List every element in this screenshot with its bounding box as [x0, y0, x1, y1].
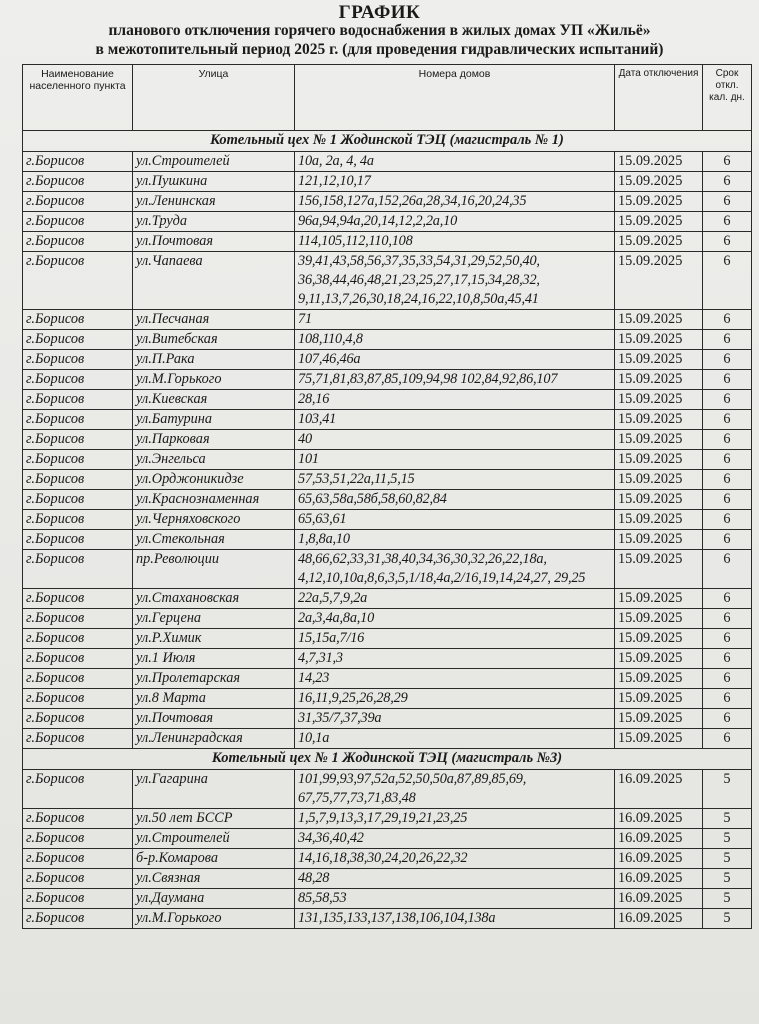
cell-street: ул.Почтовая [133, 232, 295, 252]
section-title: Котельный цех № 1 Жодинской ТЭЦ (магистраль №3) [23, 749, 752, 770]
cell-street: ул.Почтовая [133, 709, 295, 729]
cell-street: ул.Витебская [133, 330, 295, 350]
cell-locality: г.Борисов [23, 729, 133, 749]
cell-houses: 107,46,46а [295, 350, 615, 370]
table-row [23, 829, 752, 849]
cell-days: 5 [703, 889, 752, 909]
cell-date: 15.09.2025 [615, 410, 703, 430]
cell-houses: 101 [295, 450, 615, 470]
cell-days: 5 [703, 809, 752, 829]
cell-street: ул.50 лет БССР [133, 809, 295, 829]
cell-date: 15.09.2025 [615, 589, 703, 609]
cell-days: 6 [703, 212, 752, 232]
cell-date: 16.09.2025 [615, 849, 703, 869]
section-header-row [23, 131, 752, 152]
table-row [23, 530, 752, 550]
cell-days: 6 [703, 390, 752, 410]
cell-locality: г.Борисов [23, 909, 133, 929]
cell-houses: 131,135,133,137,138,106,104,138а [295, 909, 615, 929]
cell-locality: г.Борисов [23, 212, 133, 232]
cell-street: ул.М.Горького [133, 370, 295, 390]
section-header-row [23, 749, 752, 770]
cell-date: 15.09.2025 [615, 649, 703, 669]
column-header-street: Улица [133, 65, 295, 131]
cell-date: 16.09.2025 [615, 809, 703, 829]
table-row [23, 809, 752, 829]
cell-days: 6 [703, 410, 752, 430]
cell-date: 15.09.2025 [615, 609, 703, 629]
cell-locality: г.Борисов [23, 709, 133, 729]
table-row [23, 252, 752, 310]
cell-street: ул.1 Июля [133, 649, 295, 669]
cell-days: 6 [703, 629, 752, 649]
cell-street: ул.Пушкина [133, 172, 295, 192]
cell-date: 15.09.2025 [615, 530, 703, 550]
cell-days: 6 [703, 689, 752, 709]
cell-locality: г.Борисов [23, 829, 133, 849]
table-row [23, 629, 752, 649]
cell-days: 6 [703, 709, 752, 729]
table-row [23, 192, 752, 212]
cell-date: 15.09.2025 [615, 172, 703, 192]
cell-houses: 75,71,81,83,87,85,109,94,98 102,84,92,86,107 [295, 370, 615, 390]
cell-locality: г.Борисов [23, 649, 133, 669]
cell-street: ул.Пролетарская [133, 669, 295, 689]
cell-locality: г.Борисов [23, 390, 133, 410]
document-title: ГРАФИК [338, 2, 421, 23]
cell-days: 6 [703, 669, 752, 689]
column-header-days: Срок откл. кал. дн. [703, 65, 752, 131]
table-row [23, 350, 752, 370]
cell-date: 15.09.2025 [615, 232, 703, 252]
document-subtitle-line-1: планового отключения горячего водоснабжения в жилых домах УП «Жильё» [108, 22, 651, 39]
cell-houses: 39,41,43,58,56,37,35,33,54,31,29,52,50,40, 36,38,44,46,48,21,23,25,27,17,15,34,28,32, 9,11,13,7,26,30,18,24,16,22,10,8,50а,45,41 [295, 252, 615, 310]
cell-houses: 31,35/7,37,39а [295, 709, 615, 729]
cell-days: 6 [703, 470, 752, 490]
cell-houses: 48,28 [295, 869, 615, 889]
cell-locality: г.Борисов [23, 450, 133, 470]
cell-locality: г.Борисов [23, 510, 133, 530]
cell-date: 15.09.2025 [615, 390, 703, 410]
cell-street: ул.Энгельса [133, 450, 295, 470]
cell-days: 6 [703, 589, 752, 609]
table-row [23, 450, 752, 470]
cell-houses: 65,63,58а,58б,58,60,82,84 [295, 490, 615, 510]
cell-date: 16.09.2025 [615, 889, 703, 909]
cell-street: ул.Герцена [133, 609, 295, 629]
cell-houses: 101,99,93,97,52а,52,50,50а,87,89,85,69, 67,75,77,73,71,83,48 [295, 770, 615, 809]
cell-houses: 4,7,31,3 [295, 649, 615, 669]
section-title: Котельный цех № 1 Жодинской ТЭЦ (магистраль № 1) [23, 131, 752, 152]
cell-days: 6 [703, 510, 752, 530]
cell-locality: г.Борисов [23, 849, 133, 869]
cell-days: 6 [703, 350, 752, 370]
cell-street: ул.Орджоникидзе [133, 470, 295, 490]
table-row [23, 152, 752, 172]
cell-days: 6 [703, 252, 752, 310]
cell-locality: г.Борисов [23, 350, 133, 370]
cell-days: 6 [703, 490, 752, 510]
cell-houses: 15,15а,7/16 [295, 629, 615, 649]
cell-houses: 1,5,7,9,13,3,17,29,19,21,23,25 [295, 809, 615, 829]
cell-locality: г.Борисов [23, 609, 133, 629]
cell-street: ул.Ленинградская [133, 729, 295, 749]
table-row [23, 729, 752, 749]
cell-date: 15.09.2025 [615, 310, 703, 330]
table-row [23, 909, 752, 929]
cell-locality: г.Борисов [23, 192, 133, 212]
cell-street: ул.Краснознаменная [133, 490, 295, 510]
cell-days: 6 [703, 232, 752, 252]
cell-houses: 1,8,8а,10 [295, 530, 615, 550]
document-subtitle-line-2: в межотопительный период 2025 г. (для проведения гидравлических испытаний) [95, 41, 664, 58]
table-row [23, 490, 752, 510]
cell-days: 6 [703, 370, 752, 390]
table-row [23, 849, 752, 869]
column-header-date: Дата отключения [615, 65, 703, 131]
cell-locality: г.Борисов [23, 370, 133, 390]
cell-locality: г.Борисов [23, 430, 133, 450]
cell-days: 6 [703, 192, 752, 212]
cell-street: б-р.Комарова [133, 849, 295, 869]
cell-houses: 108,110,4,8 [295, 330, 615, 350]
table-row [23, 649, 752, 669]
cell-days: 5 [703, 770, 752, 809]
cell-street: пр.Революции [133, 550, 295, 589]
cell-days: 6 [703, 609, 752, 629]
cell-houses: 10,1а [295, 729, 615, 749]
cell-houses: 103,41 [295, 410, 615, 430]
cell-street: ул.Ленинская [133, 192, 295, 212]
cell-street: ул.Даумана [133, 889, 295, 909]
cell-street: ул.П.Рака [133, 350, 295, 370]
cell-locality: г.Борисов [23, 410, 133, 430]
cell-date: 15.09.2025 [615, 370, 703, 390]
table-row [23, 390, 752, 410]
cell-date: 15.09.2025 [615, 152, 703, 172]
cell-locality: г.Борисов [23, 232, 133, 252]
cell-date: 15.09.2025 [615, 470, 703, 490]
cell-locality: г.Борисов [23, 770, 133, 809]
cell-locality: г.Борисов [23, 330, 133, 350]
cell-date: 15.09.2025 [615, 450, 703, 470]
cell-houses: 10а, 2а, 4, 4а [295, 152, 615, 172]
cell-houses: 96а,94,94а,20,14,12,2,2а,10 [295, 212, 615, 232]
cell-date: 15.09.2025 [615, 550, 703, 589]
cell-locality: г.Борисов [23, 689, 133, 709]
schedule-table-body [23, 131, 752, 929]
cell-houses: 40 [295, 430, 615, 450]
cell-days: 6 [703, 729, 752, 749]
table-row [23, 669, 752, 689]
cell-houses: 2а,3,4а,8а,10 [295, 609, 615, 629]
table-row [23, 172, 752, 192]
cell-houses: 57,53,51,22а,11,5,15 [295, 470, 615, 490]
cell-date: 15.09.2025 [615, 729, 703, 749]
cell-date: 16.09.2025 [615, 829, 703, 849]
cell-date: 16.09.2025 [615, 770, 703, 809]
cell-locality: г.Борисов [23, 869, 133, 889]
cell-locality: г.Борисов [23, 530, 133, 550]
cell-locality: г.Борисов [23, 669, 133, 689]
column-header-locality: Наименование населенного пункта [23, 65, 133, 131]
cell-street: ул.Стекольная [133, 530, 295, 550]
cell-days: 6 [703, 152, 752, 172]
cell-street: ул.М.Горького [133, 909, 295, 929]
cell-locality: г.Борисов [23, 550, 133, 589]
cell-street: ул.Стахановская [133, 589, 295, 609]
table-row [23, 550, 752, 589]
table-header-row [23, 65, 752, 131]
table-row [23, 370, 752, 390]
cell-locality: г.Борисов [23, 152, 133, 172]
table-row [23, 689, 752, 709]
cell-date: 15.09.2025 [615, 350, 703, 370]
cell-days: 6 [703, 550, 752, 589]
cell-locality: г.Борисов [23, 310, 133, 330]
cell-houses: 71 [295, 310, 615, 330]
table-row [23, 310, 752, 330]
cell-days: 5 [703, 869, 752, 889]
table-row [23, 212, 752, 232]
cell-locality: г.Борисов [23, 629, 133, 649]
cell-date: 16.09.2025 [615, 909, 703, 929]
cell-houses: 16,11,9,25,26,28,29 [295, 689, 615, 709]
cell-date: 15.09.2025 [615, 490, 703, 510]
cell-street: ул.Киевская [133, 390, 295, 410]
cell-locality: г.Борисов [23, 490, 133, 510]
cell-locality: г.Борисов [23, 252, 133, 310]
cell-days: 6 [703, 649, 752, 669]
table-row [23, 470, 752, 490]
cell-days: 6 [703, 310, 752, 330]
table-row [23, 869, 752, 889]
cell-houses: 114,105,112,110,108 [295, 232, 615, 252]
cell-date: 15.09.2025 [615, 669, 703, 689]
cell-street: ул.Строителей [133, 829, 295, 849]
cell-date: 15.09.2025 [615, 192, 703, 212]
cell-days: 6 [703, 530, 752, 550]
table-row [23, 770, 752, 809]
cell-houses: 28,16 [295, 390, 615, 410]
table-row [23, 330, 752, 350]
cell-days: 5 [703, 829, 752, 849]
table-row [23, 232, 752, 252]
cell-street: ул.Труда [133, 212, 295, 232]
cell-days: 5 [703, 909, 752, 929]
cell-houses: 65,63,61 [295, 510, 615, 530]
cell-street: ул.Парковая [133, 430, 295, 450]
table-row [23, 609, 752, 629]
cell-locality: г.Борисов [23, 172, 133, 192]
cell-days: 6 [703, 172, 752, 192]
column-header-houses: Номера домов [295, 65, 615, 131]
cell-houses: 85,58,53 [295, 889, 615, 909]
cell-houses: 14,23 [295, 669, 615, 689]
table-row [23, 430, 752, 450]
cell-days: 6 [703, 430, 752, 450]
cell-date: 15.09.2025 [615, 629, 703, 649]
cell-date: 15.09.2025 [615, 330, 703, 350]
schedule-table [22, 64, 752, 929]
cell-houses: 34,36,40,42 [295, 829, 615, 849]
cell-date: 15.09.2025 [615, 689, 703, 709]
table-row [23, 589, 752, 609]
cell-locality: г.Борисов [23, 589, 133, 609]
cell-street: ул.Черняховского [133, 510, 295, 530]
cell-street: ул.Гагарина [133, 770, 295, 809]
cell-locality: г.Борисов [23, 470, 133, 490]
cell-houses: 48,66,62,33,31,38,40,34,36,30,32,26,22,18а, 4,12,10,10а,8,6,3,5,1/18,4а,2/16,19,14,24,27, 29,25 [295, 550, 615, 589]
cell-date: 15.09.2025 [615, 709, 703, 729]
cell-date: 15.09.2025 [615, 430, 703, 450]
cell-street: ул.Песчаная [133, 310, 295, 330]
table-row [23, 410, 752, 430]
cell-date: 15.09.2025 [615, 212, 703, 232]
cell-date: 16.09.2025 [615, 869, 703, 889]
cell-days: 6 [703, 330, 752, 350]
cell-street: ул.Строителей [133, 152, 295, 172]
cell-days: 5 [703, 849, 752, 869]
cell-houses: 156,158,127а,152,26а,28,34,16,20,24,35 [295, 192, 615, 212]
cell-houses: 121,12,10,17 [295, 172, 615, 192]
cell-date: 15.09.2025 [615, 510, 703, 530]
cell-date: 15.09.2025 [615, 252, 703, 310]
cell-days: 6 [703, 450, 752, 470]
cell-houses: 22а,5,7,9,2а [295, 589, 615, 609]
cell-street: ул.Батурина [133, 410, 295, 430]
cell-locality: г.Борисов [23, 889, 133, 909]
cell-street: ул.Чапаева [133, 252, 295, 310]
cell-street: ул.Р.Химик [133, 629, 295, 649]
cell-street: ул.Связная [133, 869, 295, 889]
table-row [23, 709, 752, 729]
cell-street: ул.8 Марта [133, 689, 295, 709]
table-row [23, 889, 752, 909]
cell-locality: г.Борисов [23, 809, 133, 829]
table-row [23, 510, 752, 530]
cell-houses: 14,16,18,38,30,24,20,26,22,32 [295, 849, 615, 869]
